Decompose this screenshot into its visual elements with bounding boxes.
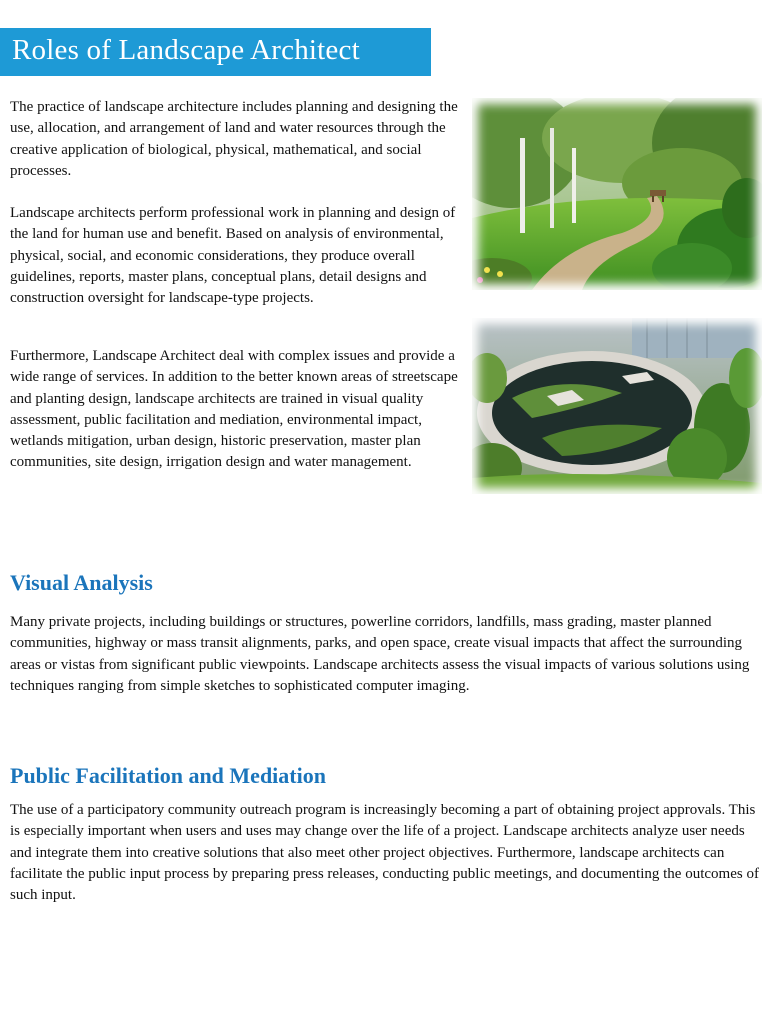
garden-path-photo: [472, 98, 762, 290]
section-body-public-facilitation: The use of a participatory community outreach program is increasingly becoming a part of obtaining project approvals. This is especially important when users and uses may change over the life of a project. Landscape architects analyze user needs and integrate them into creative solutions that also meet other project objectives. Furthermore, landscape architects can facilitate the public input process by preparing press releases, conducting public meetings, and documenting the outcomes of such input.: [10, 802, 759, 904]
intro-paragraph-3: Furthermore, Landscape Architect deal with complex issues and provide a wide range of services. In addition to the better known areas of streetscape and planting design, landscape architects are trained in visual quality assessment, public facilitation and mediation, environmental impact, wetlands mitigation, urban design, historic preservation, master plan communities, site design, irrigation design and water management.: [10, 348, 458, 471]
page-title: Roles of Landscape Architect: [12, 34, 360, 66]
section-heading-public-facilitation: Public Facilitation and Mediation: [10, 763, 326, 788]
section-body-visual-analysis: Many private projects, including buildings or structures, powerline corridors, landfills, mass grading, master planned communities, highway or mass transit alignments, parks, and open space, create visual impacts that affect the surrounding areas or vistas from significant public viewpoints. Landscape architects assess the visual impacts of various solutions using techniques ranging from simple sketches to sophisticated computer imaging.: [10, 614, 750, 694]
intro-paragraph-2: Landscape architects perform professional work in planning and design of the land for human use and benefit. Based on analysis of environmental, physical, social, and economic considerations, they produce overall guidelines, reports, master plans, conceptual plans, detail designs and construction oversight for landscape-type projects.: [10, 205, 456, 307]
intro-paragraph-1: The practice of landscape architecture includes planning and designing the use, allocation, and arrangement of land and water resources through the creative application of biological, physical, mathematical, and social processes.: [10, 99, 458, 179]
title-banner: [0, 28, 431, 76]
courtyard-pond-photo: [472, 318, 762, 494]
section-heading-visual-analysis: Visual Analysis: [10, 570, 153, 595]
